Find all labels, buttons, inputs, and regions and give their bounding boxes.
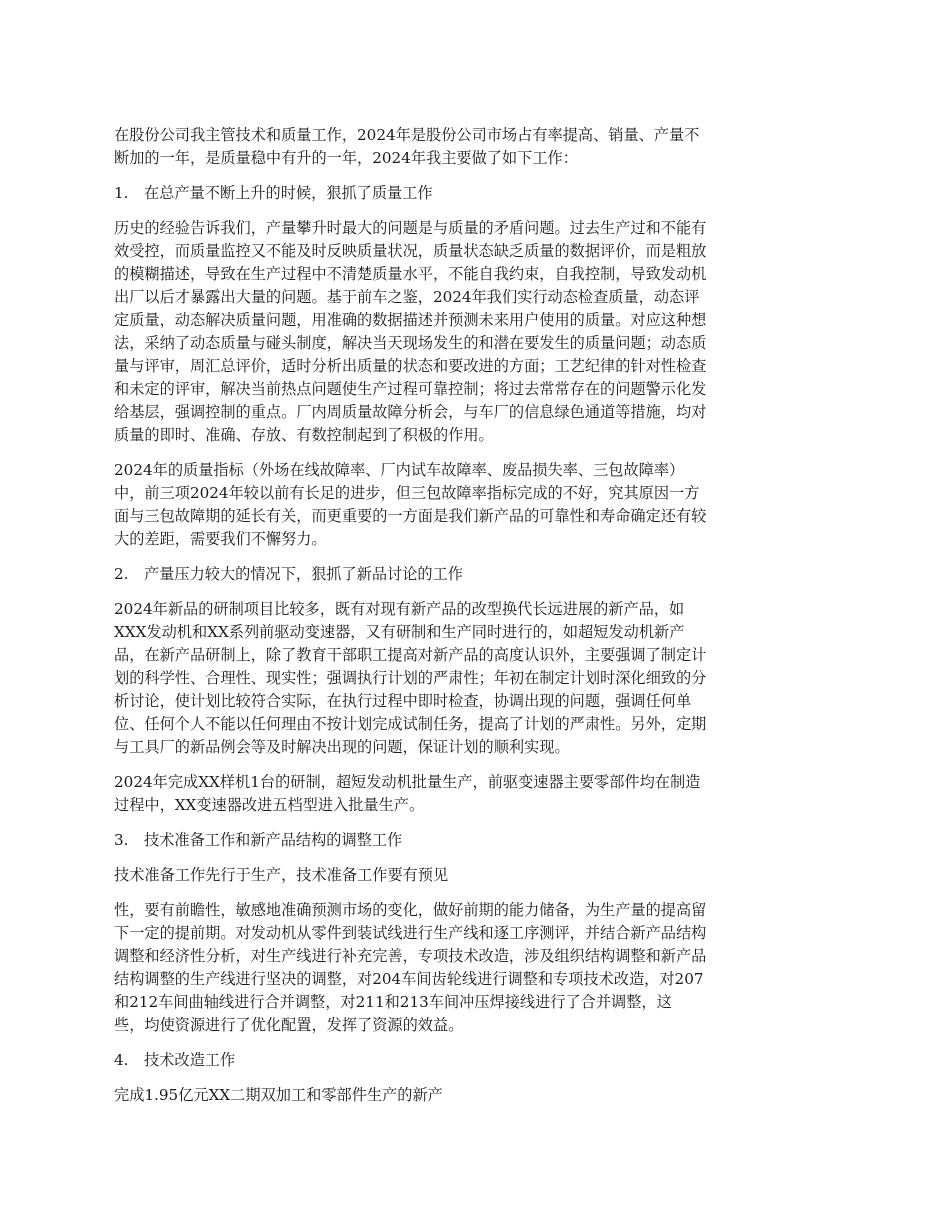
text-line: 2024年新品的研制项目比较多，既有对现有新产品的改型换代长远进展的新产品，如: [114, 600, 685, 618]
text-line: 与工具厂的新品例会等及时解决出现的问题，保证计划的顺利实现。: [114, 738, 570, 756]
section-heading-3: [114, 829, 840, 852]
text-line: 质量的即时、准确、存放、有数控制起到了积极的作用。: [114, 426, 494, 444]
text-line: 历史的经验告诉我们，产量攀升时最大的问题是与质量的矛盾问题。过去生产过和不能有: [114, 219, 707, 237]
text-line: 量与评审，周汇总评价，适时分析出质量的状态和要改进的方面；工艺纪律的针对性检查: [114, 357, 707, 375]
text-line: 位、任何个人不能以任何理由不按计划完成试制任务，提高了计划的严肃性。另外，定期: [114, 715, 707, 733]
tech-prep-paragraph: [114, 864, 840, 887]
text-line: 给基层，强调控制的重点。厂内周质量故障分析会，与车厂的信息绿色通道等措施，均对: [114, 403, 707, 421]
section-title: 在总产量不断上升的时候，狠抓了质量工作: [144, 184, 433, 202]
text-line: 效受控，而质量监控又不能及时反映质量状况，质量状态缺乏质量的数据评价，而是粗放: [114, 242, 707, 260]
text-line: 技术准备工作先行于生产，技术准备工作要有预见: [114, 866, 449, 884]
text-line: 品，在新产品研制上，除了教育干部职工提高对新产品的高度认识外，主要强调了制定计: [114, 646, 707, 664]
section-title: 产量压力较大的情况下，狠抓了新品讨论的工作: [144, 565, 463, 583]
text-line: 析讨论，使计划比较符合实际，在执行过程中即时检查，协调出现的问题，强调任何单: [114, 692, 692, 710]
text-line: 断加的一年，是质量稳中有升的一年，2024年我主要做了如下工作：: [114, 149, 578, 167]
text-line: 划的科学性、合理性、现实性；强调执行计划的严肃性；年初在制定计划时深化细致的分: [114, 669, 707, 687]
text-line: 中，前三项2024年较以前有长足的进步，但三包故障率指标完成的不好，究其原因一方: [114, 484, 700, 502]
text-line: 调整和经济性分析，对生产线进行补充完善，专项技术改造，涉及组织结构调整和新产品: [114, 947, 707, 965]
document-page: [114, 124, 840, 1119]
restructure-paragraph: [114, 899, 840, 1037]
section-number: 2.: [114, 565, 129, 583]
text-line: 法，采纳了动态质量与碰头制度，解决当天现场发生的和潜在要发生的质量问题；动态质: [114, 334, 707, 352]
section-number: 4.: [114, 1051, 129, 1069]
text-line: 过程中，XX变速器改进五档型进入批量生产。: [114, 796, 425, 814]
text-line: 面与三包故障期的延长有关，而更重要的一方面是我们新产品的可靠性和寿命确定还有较: [114, 507, 707, 525]
text-line: 性，要有前瞻性，敏感地准确预测市场的变化，做好前期的能力储备，为生产量的提高留: [114, 901, 707, 919]
achievement-paragraph: [114, 771, 840, 817]
quality-index-paragraph: [114, 459, 840, 551]
section-number: 3.: [114, 831, 129, 849]
section-title: 技术改造工作: [144, 1051, 236, 1069]
text-line: 定质量，动态解决质量问题，用准确的数据描述并预测未来用户使用的质量。对应这种想: [114, 311, 707, 329]
section-heading-1: [114, 182, 840, 205]
text-line: 下一定的提前期。对发动机从零件到装试线进行生产线和逐工序测评，并结合新产品结构: [114, 924, 707, 942]
text-line: 2024年完成XX样机1台的研制，超短发动机批量生产，前驱变速器主要零部件均在制造: [114, 773, 701, 791]
text-line: XXX发动机和XX系列前驱动变速器，又有研制和生产同时进行的，如超短发动机新产: [114, 623, 685, 641]
new-product-paragraph: [114, 598, 840, 759]
text-line: 和212车间曲轴线进行合并调整，对211和213车间冲压焊接线进行了合并调整，这: [114, 993, 672, 1011]
section-title: 技术准备工作和新产品结构的调整工作: [144, 831, 403, 849]
section-number: 1.: [114, 184, 129, 202]
text-line: 的模糊描述，导致在生产过程中不清楚质量水平，不能自我约束，自我控制，导致发动机: [114, 265, 707, 283]
tech-renovation-paragraph: [114, 1084, 840, 1107]
section-heading-4: [114, 1049, 840, 1072]
text-line: 些，均使资源进行了优化配置，发挥了资源的效益。: [114, 1016, 464, 1034]
intro-paragraph: [114, 124, 840, 170]
section-heading-2: [114, 563, 840, 586]
text-line: 2024年的质量指标（外场在线故障率、厂内试车故障率、废品损失率、三包故障率）: [114, 461, 685, 479]
text-line: 出厂以后才暴露出大量的问题。基于前车之鉴，2024年我们实行动态检查质量，动态评: [114, 288, 700, 306]
text-line: 完成1.95亿元XX二期双加工和零部件生产的新产: [114, 1086, 443, 1104]
text-line: 和未定的评审，解决当前热点问题使生产过程可靠控制；将过去常常存在的问题警示化发: [114, 380, 707, 398]
text-line: 结构调整的生产线进行坚决的调整，对204车间齿轮线进行调整和专项技术改造，对207: [114, 970, 704, 988]
text-line: 在股份公司我主管技术和质量工作，2024年是股份公司市场占有率提高、销量、产量不: [114, 126, 700, 144]
text-line: 大的差距，需要我们不懈努力。: [114, 530, 327, 548]
quality-history-paragraph: [114, 217, 840, 447]
